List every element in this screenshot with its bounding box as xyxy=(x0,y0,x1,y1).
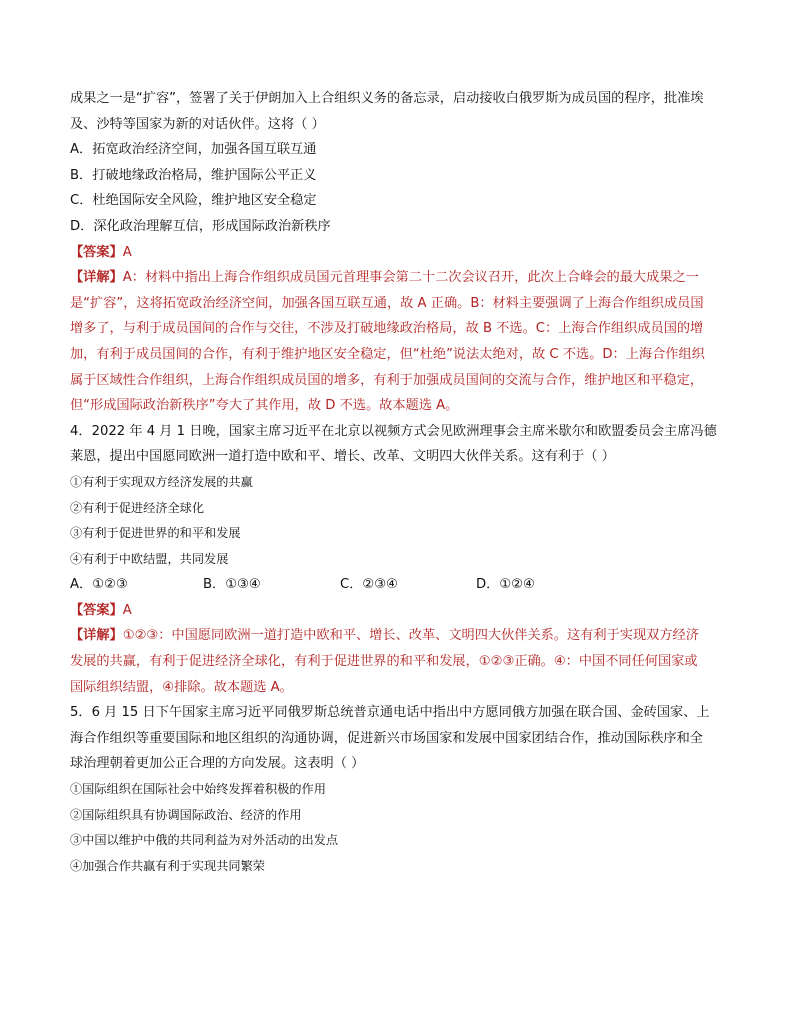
question-stem-line: 海合作组织等重要国际和地区组织的沟通协调，促进新兴市场国家和发展中国家团结合作，推动国际秩序和全 xyxy=(70,730,703,746)
question-stem-line: 球治理朝着更加公正合理的方向发展。这表明（ ） xyxy=(70,756,365,772)
question-stem-line: 4．2022 年 4 月 1 日晚，国家主席习近平在北京以视频方式会见欧洲理事会主席米歇尔和欧盟委员会主席冯德 xyxy=(70,423,717,439)
option-b: B．①③④ xyxy=(203,577,261,593)
option-d: D．①②④ xyxy=(476,577,535,593)
question-4 xyxy=(70,419,726,701)
answer-tag: 【答案】 xyxy=(70,602,123,618)
option-c: C．杜绝国际安全风险，维护地区安全稳定 xyxy=(70,193,317,209)
option-c: C．②③④ xyxy=(340,577,398,593)
detail-line: 加，有利于成员国间的合作，有利于维护地区安全稳定，但“杜绝”说法太绝对，故 C 不选。D：上海合作组织 xyxy=(70,346,705,362)
detail-line xyxy=(70,265,726,291)
detail-line: 但“形成国际政治新秩序”夸大了其作用，故 D 不选。故本题选 A。 xyxy=(70,398,459,414)
statement-item: ④加强合作共赢有利于实现共同繁荣 xyxy=(70,858,265,873)
option-a: A．拓宽政治经济空间，加强各国互联互通 xyxy=(70,142,317,158)
question-stem-line: 5．6 月 15 日下午国家主席习近平同俄罗斯总统普京通电话中指出中方愿同俄方加强在联合国、金砖国家、上 xyxy=(70,705,710,721)
detail-line xyxy=(70,623,726,649)
answer-value: A xyxy=(122,602,132,618)
detail-line: 属于区域性合作组织，上海合作组织成员国的增多，有利于加强成员国间的交流与合作，维护地区和平稳定， xyxy=(70,372,703,388)
detail-text: A：材料中指出上海合作组织成员国元首理事会第二十二次会议召开，此次上合峰会的最大成果之一 xyxy=(122,270,699,286)
detail-tag: 【详解】 xyxy=(70,270,123,286)
statement-item: ②国际组织具有协调国际政治、经济的作用 xyxy=(70,807,302,822)
option-a: A．①②③ xyxy=(70,577,128,593)
detail-text: ①②③：中国愿同欧洲一道打造中欧和平、增长、改革、文明四大伙伴关系。这有利于实现双方经济 xyxy=(122,628,699,644)
answer-value: A xyxy=(122,244,132,260)
detail-line: 国际组织结盟，④排除。故本题选 A。 xyxy=(70,679,293,695)
question-stem-line: 莱恩，提出中国愿同欧洲一道打造中欧和平、增长、改革、文明四大伙伴关系。这有利于（ ） xyxy=(70,449,615,465)
statement-item: ③有利于促进世界的和平和发展 xyxy=(70,526,241,541)
answer-line xyxy=(70,598,726,624)
detail-line: 是“扩容”，这将拓宽政治经济空间，加强各国互联互通，故 A 正确。B：材料主要强调了上海合作组织成员国 xyxy=(70,295,704,311)
statement-item: ②有利于促进经济全球化 xyxy=(70,500,205,515)
question-3 xyxy=(70,86,726,419)
detail-tag: 【详解】 xyxy=(70,628,123,644)
question-stem-line: 及、沙特等国家为新的对话伙伴。这将（ ） xyxy=(70,116,325,132)
question-stem-line: 成果之一是“扩容”，签署了关于伊朗加入上合组织义务的备忘录，启动接收白俄罗斯为成员国的程序，批准埃 xyxy=(70,91,704,106)
answer-line xyxy=(70,240,726,266)
answer-tag: 【答案】 xyxy=(70,244,123,260)
statement-item: ④有利于中欧结盟，共同发展 xyxy=(70,551,229,566)
statement-item: ①国际组织在国际社会中始终发挥着积极的作用 xyxy=(70,782,326,797)
option-b: B．打破地缘政治格局，维护国际公平正义 xyxy=(70,167,317,183)
detail-line: 发展的共赢，有利于促进经济全球化，有利于促进世界的和平和发展，①②③正确。④：中国不同任何国家或 xyxy=(70,654,698,670)
document-page xyxy=(70,86,726,879)
detail-line: 增多了，与利于成员国间的合作与交往，不涉及打破地缘政治格局，故 B 不选。C：上海合作组织成员国的增 xyxy=(70,321,704,337)
option-d: D．深化政治理解互信，形成国际政治新秩序 xyxy=(70,218,331,234)
options-row xyxy=(70,572,726,598)
statement-item: ①有利于实现双方经济发展的共赢 xyxy=(70,474,253,489)
statement-item: ③中国以维护中俄的共同利益为对外活动的出发点 xyxy=(70,833,339,848)
question-5 xyxy=(70,700,726,879)
